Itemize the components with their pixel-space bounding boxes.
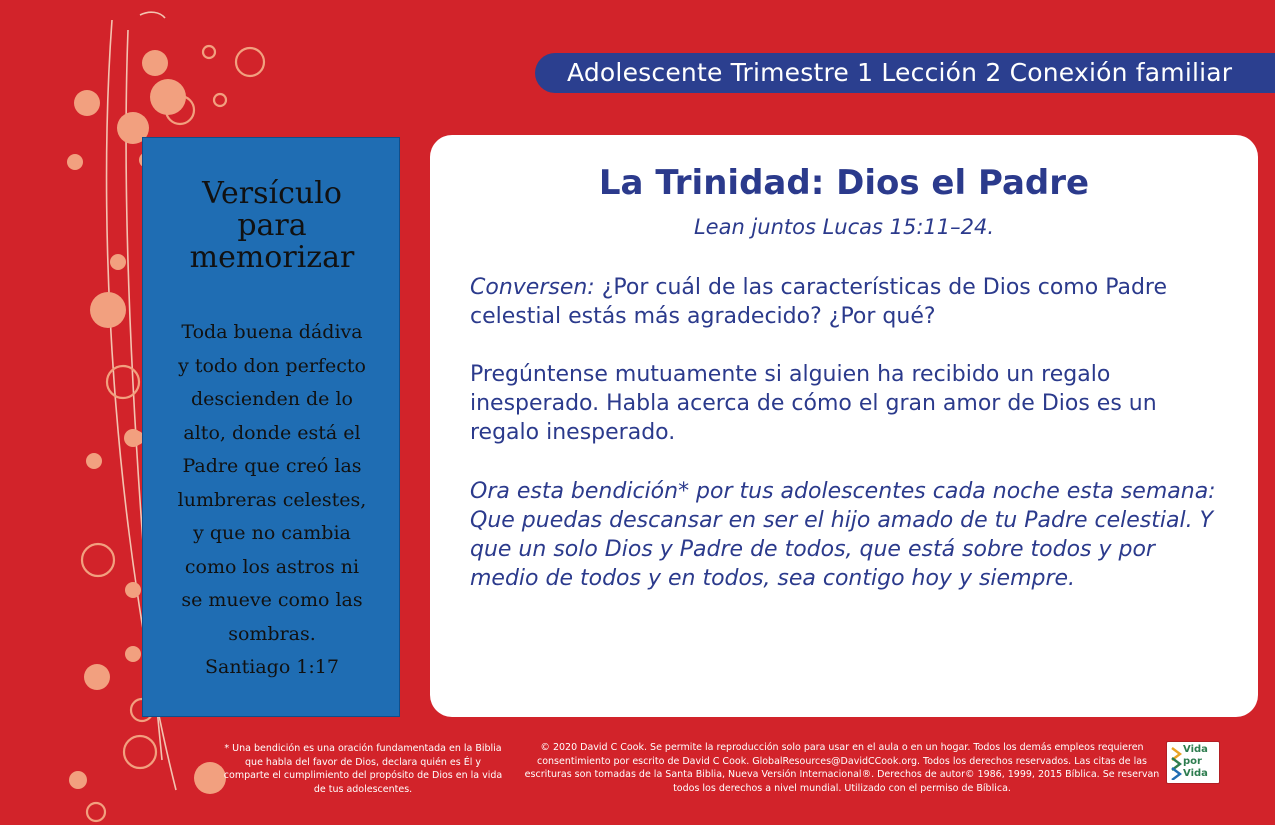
memory-verse-reference: Santiago 1:17: [205, 656, 339, 678]
memory-verse-line: y que no cambia: [193, 522, 351, 544]
memory-verse-line: sombras.: [228, 622, 316, 645]
lesson-header-title: Adolescente Trimestre 1 Lección 2 Conexión familiar: [567, 58, 1233, 87]
lesson-title: La Trinidad: Dios el Padre: [598, 163, 1090, 203]
memory-verse-line: descienden de lo: [190, 388, 353, 410]
lesson-reading: Lean juntos Lucas 15:11–24.: [693, 215, 995, 239]
discussion-label: Conversen:: [470, 275, 595, 300]
memory-verse-title-line: Versículo: [202, 176, 342, 211]
memory-verse-title-line: memorizar: [189, 240, 355, 275]
vida-por-vida-logo: [1166, 741, 1220, 784]
logo-text-line: Vida: [1183, 744, 1208, 755]
copyright-notice: © 2020 David C Cook. Se permite la reproducción solo para usar en el aula o en un hogar. Todos los demás empleos requieren consentimiento por escrito de David C Cook. GlobalResources@DavidCCook.org. Todos los derechos reservados. Las citas de las escrituras son tomadas de la Santa Biblia, Nueva Versión Internacional®. Derechos de autor© 1986, 1999, 2015 Bíblica. Se reservan todos los derechos a nivel mundial. Utilizado con el permiso de Bíblica.: [524, 742, 1160, 794]
memory-verse-line: se mueve como las: [181, 589, 363, 611]
blessing-paragraph: Ora esta bendición* por tus adolescentes cada noche esta semana: Que puedas descansar en ser el hijo amado de tu Padre celestial. Y que un solo Dios y Padre de todos, que está sobre todos y por medio de todos y en todos, sea contigo hoy y siempre.: [470, 479, 1216, 591]
discussion-text: ¿Por cuál de las características de Dios como Padre celestial estás más agradecido? ¿Por qué?: [470, 275, 1168, 329]
memory-verse-line: lumbreras celestes,: [177, 488, 367, 511]
gift-paragraph: Pregúntense mutuamente si alguien ha recibido un regalo inesperado. Habla acerca de cómo el gran amor de Dios es un regalo inesperado.: [470, 362, 1157, 445]
discussion-paragraph: [470, 273, 1230, 331]
memory-verse-title-line: para: [237, 208, 307, 243]
memory-verse-line: Padre que creó las: [182, 455, 362, 477]
memory-verse-title: [143, 178, 401, 274]
logo-text: [1183, 744, 1219, 780]
logo-text-line: por: [1183, 756, 1202, 767]
memory-verse-line: alto, donde está el: [183, 421, 361, 444]
memory-verse-line: Toda buena dádiva: [181, 321, 363, 343]
blessing-footnote: * Una bendición es una oración fundamentada en la Biblia que habla del favor de Dios, declara quién es Él y comparte el cumplimiento del propósito de Dios en la vida de tus adolescentes.: [223, 743, 503, 795]
memory-verse-line: como los astros ni: [184, 555, 360, 578]
memory-verse-line: y todo don perfecto: [178, 354, 366, 377]
memory-verse-panel: [142, 137, 400, 717]
lesson-card: [430, 135, 1258, 717]
memory-verse-text: [153, 316, 391, 685]
lesson-header-bar: [535, 53, 1275, 93]
logo-mark-icon: [1170, 746, 1182, 780]
logo-text-line: Vida: [1183, 768, 1208, 779]
